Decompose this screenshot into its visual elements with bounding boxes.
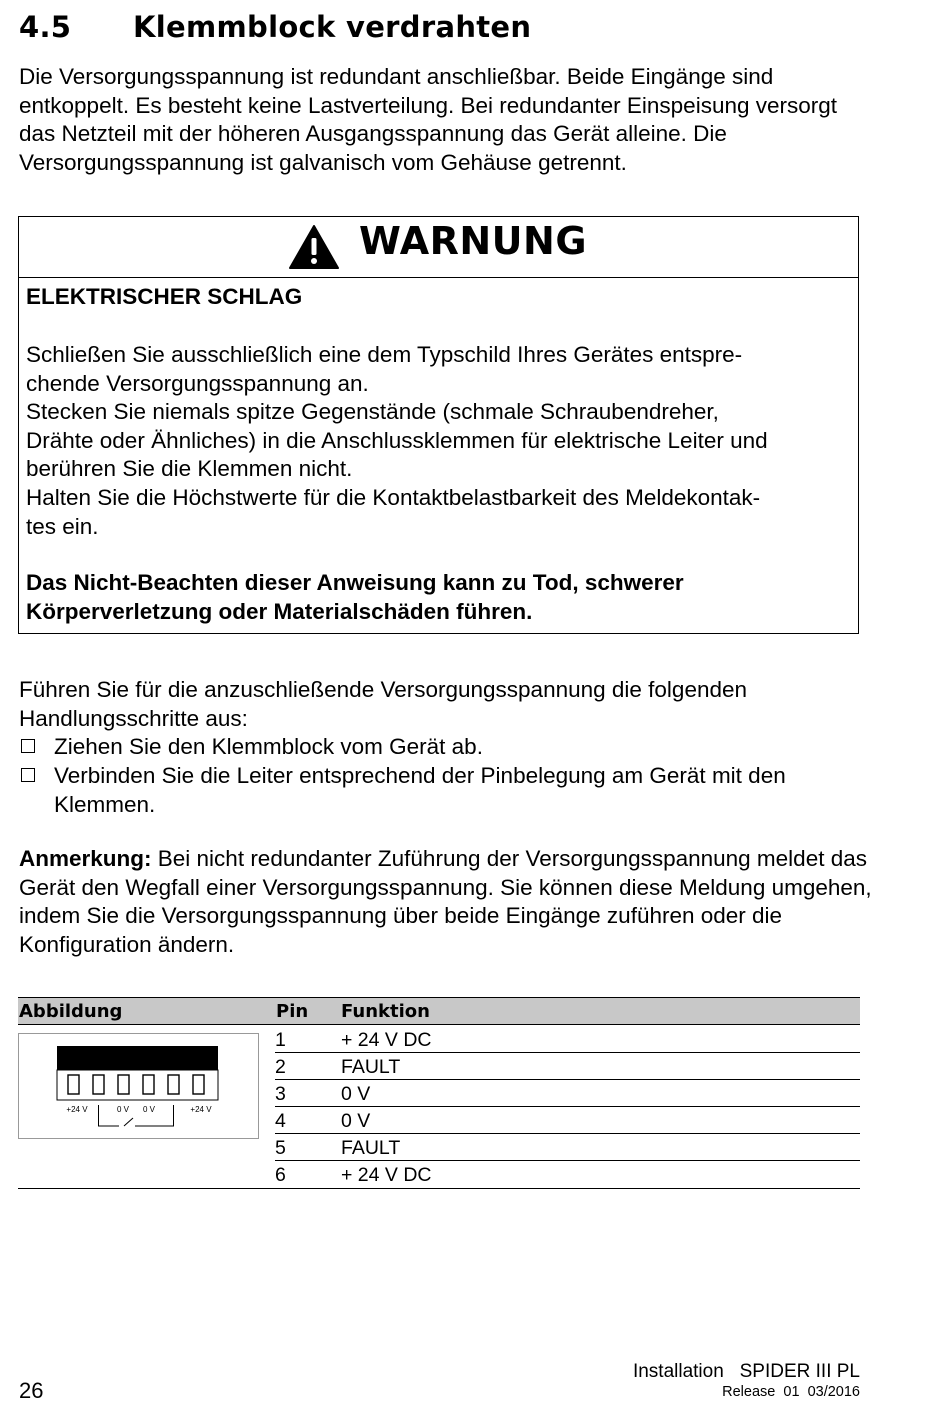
pin-function: 0 V bbox=[341, 1110, 371, 1132]
section-title: Klemmblock verdrahten bbox=[133, 10, 532, 44]
step-text: Verbinden Sie die Leiter entsprechend der Pinbelegung am Gerät mit den Klemmen. bbox=[54, 763, 786, 817]
warning-line: Halten Sie die Höchstwerte für die Kontaktbelastbarkeit des Meldekontak- bbox=[26, 484, 761, 510]
checkbox-icon bbox=[21, 768, 35, 782]
warning-line: berühren Sie die Klemmen nicht. bbox=[26, 456, 353, 482]
figure-label: 0 V bbox=[116, 1105, 130, 1114]
table-row bbox=[275, 1026, 860, 1053]
table-bottom-rule bbox=[18, 1188, 860, 1189]
figure-label: +24 V bbox=[66, 1105, 88, 1114]
warning-title: WARNUNG bbox=[359, 219, 588, 263]
header-pin: Pin bbox=[276, 1001, 309, 1022]
pin-number: 4 bbox=[275, 1110, 286, 1132]
terminal-block-diagram bbox=[19, 1034, 258, 1138]
warning-line: chende Versorgungsspannung an. bbox=[26, 370, 369, 396]
note-text: Bei nicht redundanter Zuführung der Versorgungsspannung meldet das Gerät den Wegfall einer Versorgungsspannung. Sie können diese Meldung umgehen, indem Sie die Versorgungsspannung über beide Eingänge zuführen oder die Konfiguration ändern. bbox=[19, 846, 872, 957]
warning-consequence: Das Nicht-Beachten dieser Anweisung kann zu Tod, schwerer Körperverletzung oder Materialschäden führen. bbox=[26, 570, 684, 624]
table-header bbox=[18, 997, 860, 1025]
section-number: 4.5 bbox=[19, 10, 72, 44]
warning-box bbox=[18, 216, 859, 634]
pin-function: FAULT bbox=[341, 1056, 401, 1078]
table-row bbox=[275, 1161, 860, 1188]
header-figure: Abbildung bbox=[19, 1001, 123, 1022]
header-function: Funktion bbox=[341, 1001, 430, 1022]
warning-subtitle: ELEKTRISCHER SCHLAG bbox=[26, 284, 303, 309]
step-text: Ziehen Sie den Klemmblock vom Gerät ab. bbox=[54, 734, 483, 759]
pin-number: 1 bbox=[275, 1029, 286, 1051]
pin-number: 3 bbox=[275, 1083, 286, 1105]
pin-function: + 24 V DC bbox=[341, 1164, 432, 1186]
footer-section: Installation SPIDER III PL bbox=[632, 1361, 860, 1382]
page-number: 26 bbox=[19, 1378, 44, 1403]
warning-line: Drähte oder Ähnliches) in die Anschlussklemmen für elektrische Leiter und bbox=[26, 427, 768, 453]
pin-function: FAULT bbox=[341, 1137, 401, 1159]
terminal-block-figure bbox=[18, 1033, 259, 1139]
warning-line: tes ein. bbox=[26, 513, 99, 539]
table-row bbox=[275, 1053, 860, 1080]
table-row bbox=[275, 1080, 860, 1107]
pin-number: 6 bbox=[275, 1164, 286, 1186]
warning-line: Schließen Sie ausschließlich eine dem Typschild Ihres Gerätes entspre- bbox=[26, 342, 743, 367]
figure-label: +24 V bbox=[190, 1105, 212, 1114]
pin-function: + 24 V DC bbox=[341, 1029, 432, 1051]
warning-header bbox=[19, 217, 858, 278]
pin-number: 2 bbox=[275, 1056, 286, 1078]
warning-triangle-icon bbox=[288, 224, 340, 270]
note-paragraph bbox=[19, 845, 879, 959]
checkbox-icon bbox=[21, 739, 35, 753]
table-row bbox=[275, 1107, 860, 1134]
warning-body bbox=[26, 341, 856, 541]
pin-function: 0 V bbox=[341, 1083, 371, 1105]
note-label: Anmerkung: bbox=[19, 846, 152, 871]
footer-release: Release 01 03/2016 bbox=[722, 1384, 860, 1400]
pin-number: 5 bbox=[275, 1137, 286, 1159]
warning-line: Stecken Sie niemals spitze Gegenstände (schmale Schraubendreher, bbox=[26, 399, 719, 425]
steps-intro: Führen Sie für die anzuschließende Versorgungsspannung die folgenden Handlungsschritte aus: bbox=[19, 677, 748, 731]
figure-label: 0 V bbox=[142, 1105, 156, 1114]
table-row bbox=[275, 1134, 860, 1161]
intro-paragraph: Die Versorgungsspannung ist redundant anschließbar. Beide Eingänge sind entkoppelt. Es besteht keine Lastverteilung. Bei redundanter Einspeisung versorgt das Netzteil mit der höheren Ausgangsspannung das Gerät alleine. Die Versorgungsspannung ist galvanisch vom Gehäuse getrennt. bbox=[19, 64, 838, 175]
